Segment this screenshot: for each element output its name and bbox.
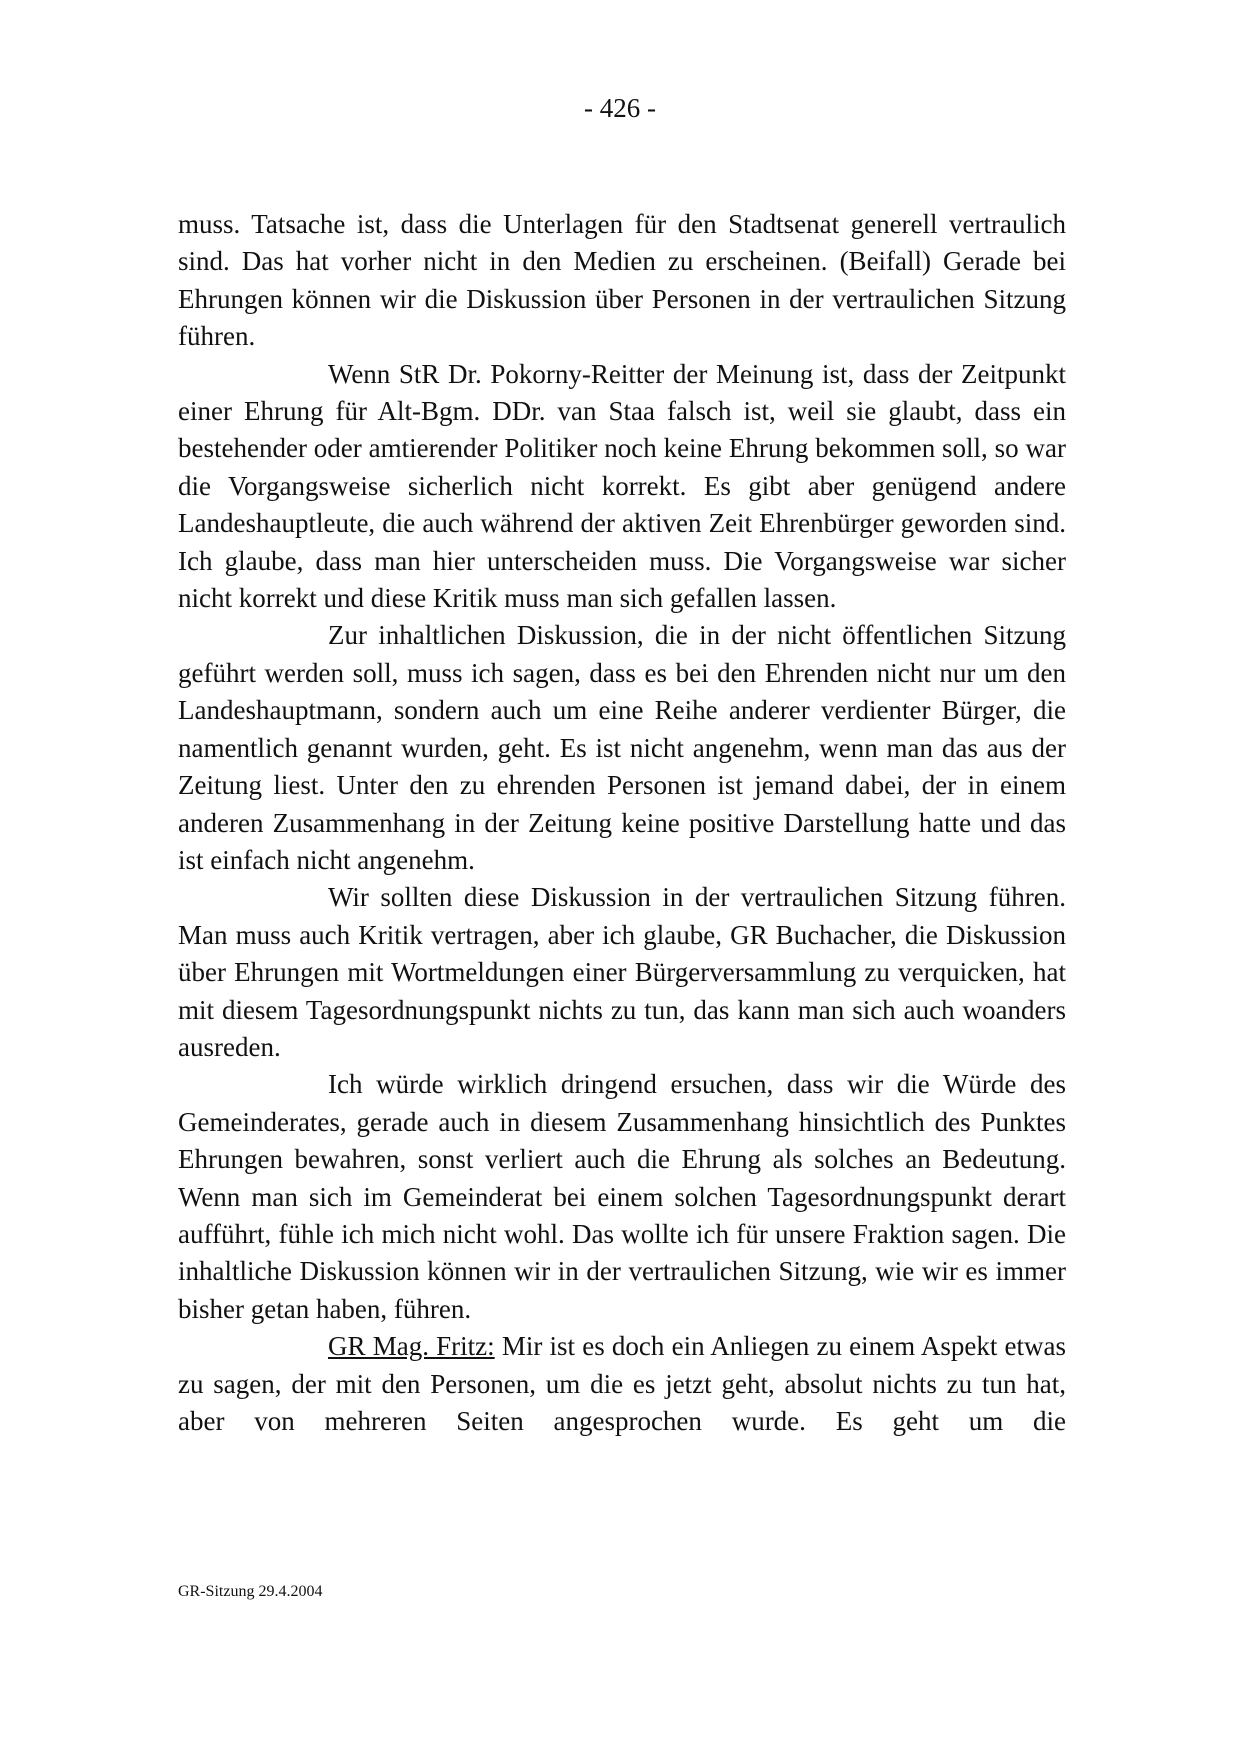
speaker-paragraph bbox=[178, 1328, 1066, 1440]
footer-session-date: GR-Sitzung 29.4.2004 bbox=[178, 1583, 323, 1600]
paragraph-4: Wir sollten diese Diskussion in der vertraulichen Sitzung führen. Man muss auch Kritik vertragen, aber ich glaube, GR Buchacher, die Diskussion über Ehrungen mit Wortmeldungen einer Bürgerversammlung zu verquicken, hat mit diesem Tagesordnungspunkt nichts zu tun, das kann man sich auch woanders ausreden. bbox=[178, 882, 1066, 1062]
page-number: - 426 - bbox=[584, 93, 656, 123]
paragraph-5: Ich würde wirklich dringend ersuchen, dass wir die Würde des Gemeinderates, gerade auch in diesem Zusammenhang hinsichtlich des Punktes Ehrungen bewahren, sonst verliert auch die Ehrung als solches an Bedeutung. Wenn man sich im Gemeinderat bei einem solchen Tagesordnungspunkt derart aufführt, fühle ich mich nicht wohl. Das wollte ich für unsere Fraktion sagen. Die inhaltliche Diskussion können wir in der vertraulichen Sitzung, wie wir es immer bisher getan haben, führen. bbox=[178, 1069, 1066, 1324]
speaker-name: GR Mag. Fritz: bbox=[328, 1331, 495, 1362]
paragraph-3: Zur inhaltlichen Diskussion, die in der nicht öffentlichen Sitzung geführt werden soll, muss ich sagen, dass es bei den Ehrenden nicht nur um den Landeshauptmann, sondern auch um eine Reihe anderer verdienter Bürger, die namentlich genannt wurden, geht. Es ist nicht angenehm, wenn man das aus der Zeitung liest. Unter den zu ehrenden Personen ist jemand dabei, der in einem anderen Zusammenhang in der Zeitung keine positive Darstellung hatte und das ist einfach nicht angenehm. bbox=[178, 620, 1066, 875]
paragraph-2: Wenn StR Dr. Pokorny-Reitter der Meinung ist, dass der Zeitpunkt einer Ehrung für Alt-Bgm. DDr. van Staa falsch ist, weil sie glaubt, dass ein bestehender oder amtierender Politiker noch keine Ehrung bekommen soll, so war die Vorgangsweise sicherlich nicht korrekt. Es gibt aber genügend andere Landeshauptleute, die auch während der aktiven Zeit Ehrenbürger geworden sind. Ich glaube, dass man hier unterscheiden muss. Die Vorgangsweise war sicher nicht korrekt und diese Kritik muss man sich gefallen lassen. bbox=[178, 358, 1066, 614]
document-body bbox=[178, 206, 1066, 1440]
paragraph-1: muss. Tatsache ist, dass die Unterlagen für den Stadtsenat generell vertraulich sind. Das hat vorher nicht in den Medien zu erscheinen. (Beifall) Gerade bei Ehrungen können wir die Diskussion über Personen in der vertraulichen Sitzung führen. bbox=[178, 209, 1066, 352]
speaker-text: Mir ist es doch ein Anliegen zu einem Aspekt etwas zu sagen, der mit den Personen, um die es jetzt geht, absolut nichts zu tun hat, aber von mehreren Seiten angesprochen wurde. Es geht um die bbox=[178, 1331, 1066, 1436]
